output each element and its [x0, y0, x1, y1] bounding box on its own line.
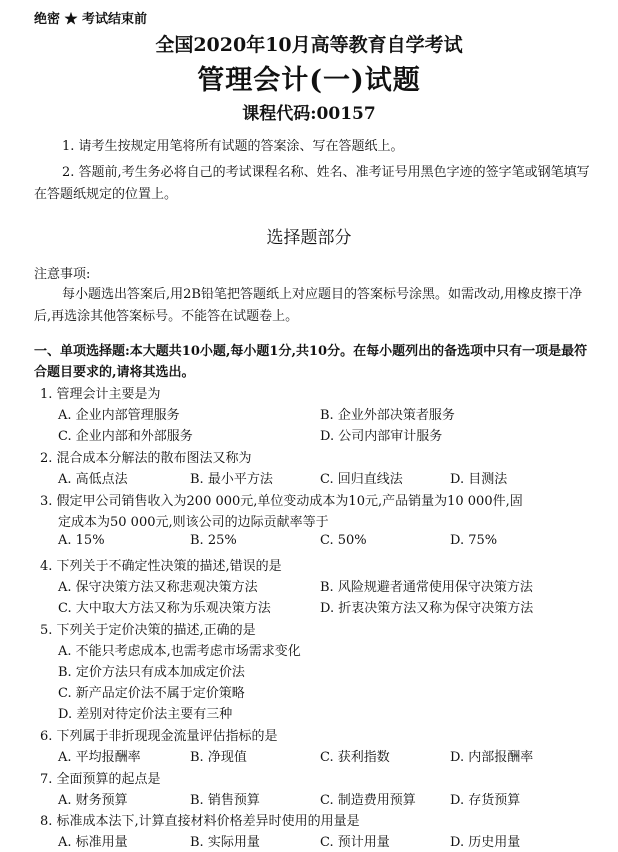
question-2-stem: 2. 混合成本分解法的散布图法又称为: [40, 451, 252, 466]
question-8-option-b: B. 实际用量: [190, 835, 260, 850]
question-6-option-d: D. 内部报酬率: [450, 750, 534, 765]
part1-heading: 一、单项选择题:本大题共10小题,每小题1分,共10分。在每小题列出的备选项中只有一项是最符合题目要求的,请将其选出。: [34, 344, 588, 380]
question-7-option-a: A. 财务预算: [58, 793, 128, 808]
question-3-option-d: D. 75%: [450, 533, 498, 548]
question-2-option-a: A. 高低点法: [58, 472, 128, 487]
question-4-option-c: C. 大中取大方法又称为乐观决策方法: [58, 601, 271, 616]
question-6-option-b: B. 净现值: [190, 750, 247, 765]
question-7-option-b: B. 销售预算: [190, 793, 260, 808]
question-6-option-c: C. 获利指数: [320, 750, 390, 765]
notes-text: 每小题选出答案后,用2B铅笔把答题纸上对应题目的答案标号涂黑。如需改动,用橡皮擦干净后,再选涂其他答案标号。不能答在试题卷上。: [34, 287, 583, 324]
question-3-option-b: B. 25%: [190, 533, 237, 548]
question-5-option-b: B. 定价方法只有成本加成定价法: [58, 665, 245, 680]
confidential-label: 绝密 ★ 考试结束前: [34, 12, 148, 27]
question-4-option-b: B. 风险规避者通常使用保守决策方法: [320, 580, 533, 595]
question-8-option-a: A. 标准用量: [58, 835, 128, 850]
question-1-option-b: B. 企业外部决策者服务: [320, 408, 455, 423]
subject-title: 管理会计(一)试题: [197, 65, 421, 96]
question-4-option-a: A. 保守决策方法又称悲观决策方法: [58, 580, 258, 595]
question-5-stem: 5. 下列关于定价决策的描述,正确的是: [40, 623, 256, 638]
question-1-option-d: D. 公司内部审计服务: [320, 429, 443, 444]
question-1-stem: 1. 管理会计主要是为: [40, 387, 161, 402]
question-5-option-d: D. 差别对待定价法主要有三种: [58, 707, 233, 722]
section-title: 选择题部分: [266, 228, 352, 248]
question-6-stem: 6. 下列属于非折现现金流量评估指标的是: [40, 729, 278, 744]
question-1-option-c: C. 企业内部和外部服务: [58, 429, 193, 444]
question-3-stem-cont: 定成本为50 000元,则该公司的边际贡献率等于: [58, 515, 329, 530]
question-7-option-d: D. 存货预算: [450, 793, 521, 808]
question-3-stem: 3. 假定甲公司销售收入为200 000元,单位变动成本为10元,产品销量为10 000件,固: [40, 494, 523, 509]
question-7-stem: 7. 全面预算的起点是: [40, 772, 161, 787]
question-3-option-a: A. 15%: [58, 533, 105, 548]
question-5-option-c: C. 新产品定价法不属于定价策略: [58, 686, 245, 701]
question-2-option-d: D. 目测法: [450, 472, 508, 487]
question-4-stem: 4. 下列关于不确定性决策的描述,错误的是: [40, 559, 282, 574]
question-3-option-c: C. 50%: [320, 533, 367, 548]
question-8-option-c: C. 预计用量: [320, 835, 390, 850]
exam-title: 全国2020年10月高等教育自学考试: [155, 34, 463, 56]
course-code: 课程代码:00157: [242, 104, 376, 124]
question-2-option-c: C. 回归直线法: [320, 472, 403, 487]
question-8-option-d: D. 历史用量: [450, 835, 521, 850]
instruction-1: 1. 请考生按规定用笔将所有试题的答案涂、写在答题纸上。: [62, 139, 404, 154]
notes-heading: 注意事项:: [34, 267, 91, 282]
question-5-option-a: A. 不能只考虑成本,也需考虑市场需求变化: [58, 644, 301, 659]
question-6-option-a: A. 平均报酬率: [58, 750, 141, 765]
question-1-option-a: A. 企业内部管理服务: [58, 408, 180, 423]
question-2-option-b: B. 最小平方法: [190, 472, 273, 487]
instruction-2: 2. 答题前,考生务必将自己的考试课程名称、姓名、准考证号用黑色字迹的签字笔或钢笔填写在答题纸规定的位置上。: [34, 165, 590, 202]
question-4-option-d: D. 折衷决策方法又称为保守决策方法: [320, 601, 534, 616]
question-7-option-c: C. 制造费用预算: [320, 793, 416, 808]
question-8-stem: 8. 标准成本法下,计算直接材料价格差异时使用的用量是: [40, 814, 360, 829]
